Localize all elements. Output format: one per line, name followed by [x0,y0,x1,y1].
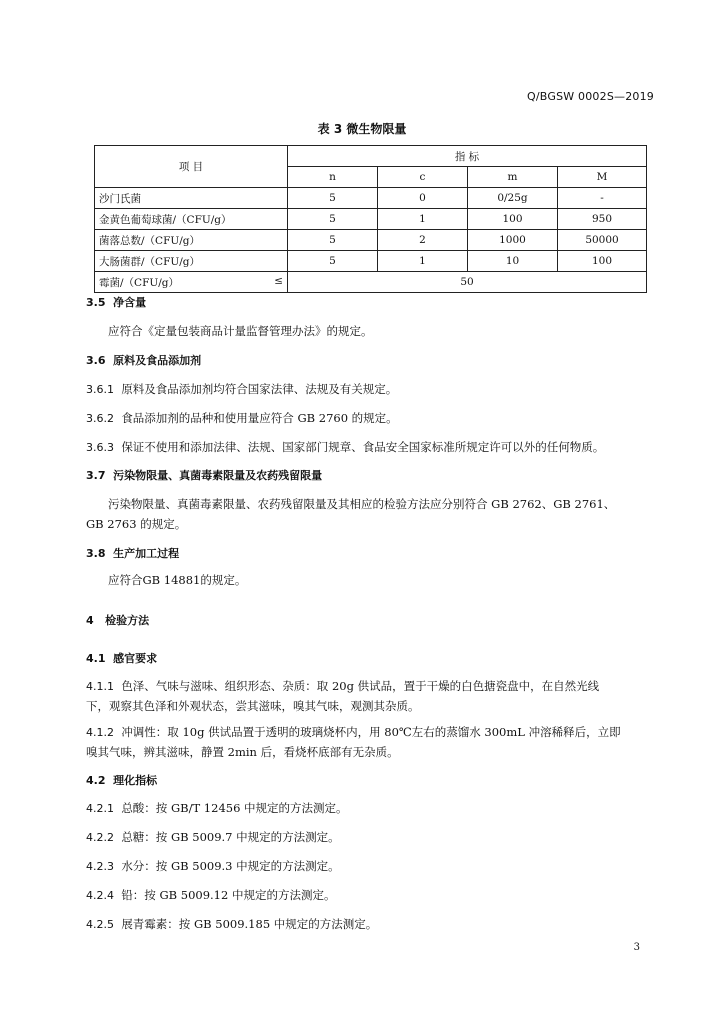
clause-number: 4.1.2 [86,726,114,739]
microbial-limits-table [94,145,647,293]
cell-item: 沙门氏菌 [95,188,288,209]
cell-c: 2 [378,230,468,251]
cell-mold-value: 50 [288,272,647,293]
cell-n: 5 [288,251,378,272]
section-4-2-heading [86,772,157,788]
section-title: 检验方法 [105,614,150,627]
cell-item [95,272,288,293]
section-3-6-heading [86,352,201,368]
header-n: n [288,167,378,188]
clause-text: 冲调性：取 10g 供试品置于透明的玻璃烧杯内，用 80℃左右的蒸馏水 300mL 冲溶稀释后，立即 [121,725,621,739]
cell-M: 950 [558,209,647,230]
cell-m: 10 [468,251,558,272]
clause-4-2-5 [86,914,377,935]
header-item: 项 目 [95,146,288,188]
clause-text: 色泽、气味与滋味、组织形态、杂质：取 20g 供试品，置于干燥的白色搪瓷盘中，在自然光线 [121,679,600,693]
less-equal-sign: ≤ [274,274,283,287]
clause-number: 4.1.1 [86,680,114,693]
clause-4-2-3 [86,856,340,877]
clause-4-2-4 [86,885,335,906]
section-title: 净含量 [113,296,147,309]
section-title: 原料及食品添加剂 [113,354,202,367]
clause-number: 3.6.3 [86,441,114,454]
section-number: 3.8 [86,547,106,560]
section-title: 理化指标 [113,774,158,787]
clause-text: 铅：按 GB 5009.12 中规定的方法测定。 [121,888,336,902]
section-3-8-heading [86,545,179,561]
section-number: 3.6 [86,354,106,367]
clause-number: 4.2.4 [86,889,114,902]
document-code-header: Q/BGSW 0002S—2019 [527,90,654,103]
section-3-7-heading [86,467,322,483]
header-indicator: 指 标 [288,146,647,167]
clause-4-2-1 [86,798,348,819]
section-number: 3.5 [86,296,106,309]
section-number: 4.1 [86,652,106,665]
cell-M: 100 [558,251,647,272]
table-caption: 表 3 微生物限量 [317,122,407,136]
table-row [95,251,647,272]
clause-4-2-2 [86,827,340,848]
clause-3-6-3 [86,437,604,458]
header-M: M [558,167,647,188]
section-3-5-text: 应符合《定量包装商品计量监督管理办法》的规定。 [108,324,373,338]
section-number: 4 [86,614,94,627]
cell-M: - [558,188,647,209]
cell-m: 100 [468,209,558,230]
section-title: 生产加工过程 [113,547,180,560]
clause-number: 4.2.3 [86,860,114,873]
clause-number: 3.6.1 [86,383,114,396]
clause-number: 4.2.5 [86,918,114,931]
clause-3-6-2 [86,408,398,429]
clause-4-1-1-line2: 下，观察其色泽和外观状态，尝其滋味，嗅其气味，观测其杂质。 [86,699,420,713]
clause-text: 展青霉素：按 GB 5009.185 中规定的方法测定。 [121,917,378,931]
clause-text: 保证不使用和添加法律、法规、国家部门规章、食品安全国家标准所规定许可以外的任何物质。 [121,440,605,454]
clause-4-1-2-line1 [86,722,621,743]
clause-number: 3.6.2 [86,412,114,425]
table-row-mold [95,272,647,293]
cell-item: 菌落总数/（CFU/g） [95,230,288,251]
clause-text: 食品添加剂的品种和使用量应符合 GB 2760 的规定。 [121,411,398,425]
section-title: 感官要求 [113,652,158,665]
cell-item: 大肠菌群/（CFU/g） [95,251,288,272]
cell-item: 金黄色葡萄球菌/（CFU/g） [95,209,288,230]
section-4-1-heading [86,650,157,666]
clause-4-1-1-line1 [86,676,599,697]
header-c: c [378,167,468,188]
cell-m: 1000 [468,230,558,251]
section-3-5-heading [86,294,146,310]
mold-label: 霉菌/（CFU/g） [99,276,179,289]
clause-4-1-2-line2: 嗅其气味，辨其滋味，静置 2min 后，看烧杯底部有无杂质。 [86,745,399,759]
cell-m: 0/25g [468,188,558,209]
cell-c: 1 [378,209,468,230]
section-4-heading [86,612,149,628]
section-3-8-text: 应符合GB 14881的规定。 [108,573,247,587]
table-row [95,188,647,209]
clause-text: 总糖：按 GB 5009.7 中规定的方法测定。 [121,830,340,844]
section-title: 污染物限量、真菌毒素限量及农药残留限量 [113,469,323,482]
cell-c: 0 [378,188,468,209]
page-number: 3 [633,942,640,953]
section-number: 3.7 [86,469,106,482]
cell-n: 5 [288,188,378,209]
header-m: m [468,167,558,188]
table-row [95,230,647,251]
clause-text: 总酸：按 GB/T 12456 中规定的方法测定。 [121,801,348,815]
section-number: 4.2 [86,774,106,787]
cell-n: 5 [288,209,378,230]
clause-text: 原料及食品添加剂均符合国家法律、法规及有关规定。 [121,382,398,396]
table-header-row [95,146,647,167]
clause-number: 4.2.2 [86,831,114,844]
cell-c: 1 [378,251,468,272]
cell-n: 5 [288,230,378,251]
clause-text: 水分：按 GB 5009.3 中规定的方法测定。 [121,859,340,873]
table-row [95,209,647,230]
section-3-7-text-line1: 污染物限量、真菌毒素限量、农药残留限量及其相应的检验方法应分别符合 GB 2762、GB 2761、 [108,497,616,511]
clause-3-6-1 [86,379,397,400]
clause-number: 4.2.1 [86,802,114,815]
cell-M: 50000 [558,230,647,251]
section-3-7-text-line2: GB 2763 的规定。 [86,517,187,531]
